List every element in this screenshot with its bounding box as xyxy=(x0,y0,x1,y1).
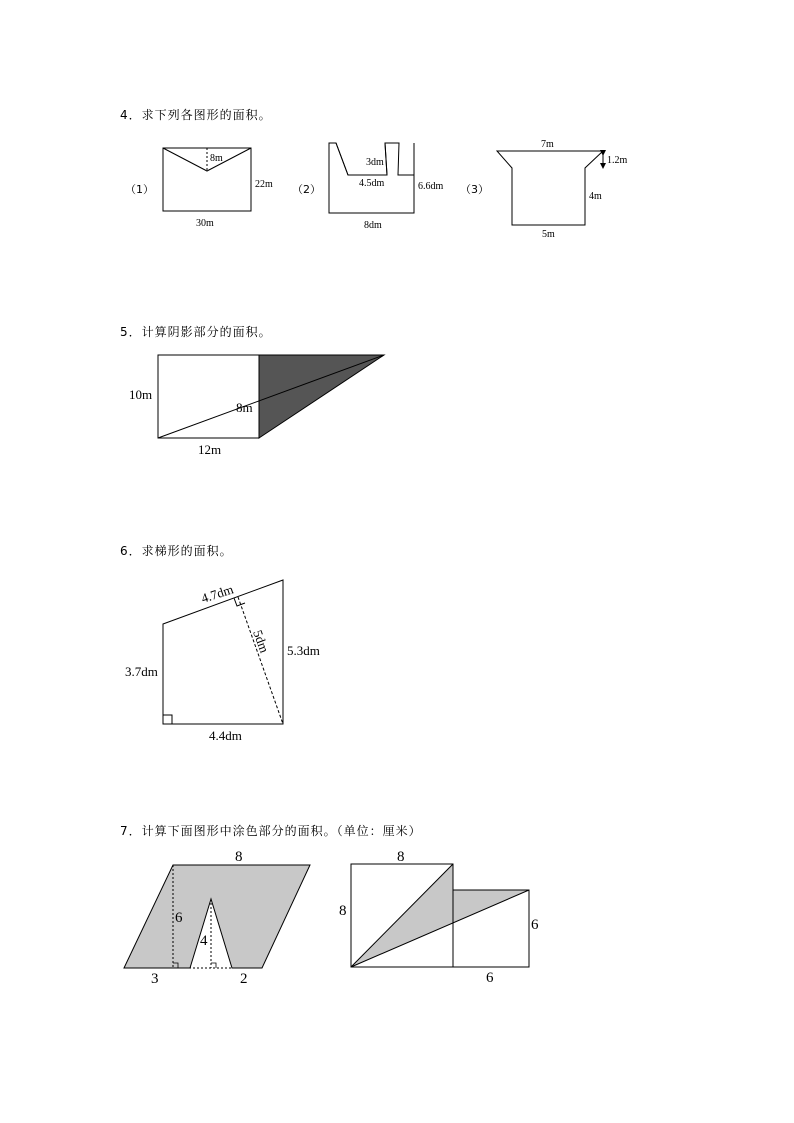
q5-mid-label: 8m xyxy=(236,400,253,415)
q4-fig2-notch-height-label: 3dm xyxy=(366,157,384,168)
q4-figure-1 xyxy=(125,148,273,229)
q4-fig3-arrow-label: 1.2m xyxy=(607,155,628,166)
q6-top-label: 4.7dm xyxy=(199,581,236,606)
q5-figure xyxy=(129,355,384,457)
q7a-h1-label: 6 xyxy=(175,910,183,926)
question-5-title: 5．计算阴影部分的面积。 xyxy=(120,325,272,339)
q6-figure xyxy=(125,580,320,743)
question-6-title: 6．求梯形的面积。 xyxy=(120,544,233,558)
q4-fig1-bottom-label: 30m xyxy=(196,218,214,229)
q7a-b2-label: 2 xyxy=(240,971,248,987)
q4-fig2-notch-width-label: 4.5dm xyxy=(359,178,385,189)
q7a-top-label: 8 xyxy=(235,849,243,865)
q4-fig3-right-label: 4m xyxy=(589,191,602,202)
q4-fig3-top-label: 7m xyxy=(541,139,554,150)
q4-figure-2 xyxy=(292,143,444,231)
question-7-title: 7．计算下面图形中涂色部分的面积。（单位：厘米） xyxy=(120,824,422,838)
question-4-title: 4．求下列各图形的面积。 xyxy=(120,108,272,122)
q4-fig2-right-label: 6.6dm xyxy=(418,181,444,192)
q6-bottom-label: 4.4dm xyxy=(209,728,242,743)
q4-fig1-top-label: 8m xyxy=(210,153,223,164)
q7-figure-b xyxy=(339,849,539,986)
q5-bottom-label: 12m xyxy=(198,442,222,457)
q5-left-label: 10m xyxy=(129,387,153,402)
q4-fig1-tag: （1） xyxy=(125,183,154,196)
q4-fig2-bottom-label: 8dm xyxy=(364,220,382,231)
q7b-top-label: 8 xyxy=(397,849,405,865)
q4-fig3-tag: （3） xyxy=(460,183,489,196)
q4-figure-3 xyxy=(460,139,628,240)
q7b-right-label: 6 xyxy=(531,917,539,933)
q7a-b1-label: 3 xyxy=(151,971,159,987)
q6-diag-label: 5dm xyxy=(250,627,273,655)
q7a-h2-label: 4 xyxy=(200,933,208,949)
q4-fig1-right-label: 22m xyxy=(255,179,273,190)
q4-fig2-tag: （2） xyxy=(292,183,321,196)
q7b-left-label: 8 xyxy=(339,903,347,919)
q6-right-label: 5.3dm xyxy=(287,643,320,658)
q7b-bottom-label: 6 xyxy=(486,970,494,986)
q7-figure-a xyxy=(124,849,310,987)
q6-left-label: 3.7dm xyxy=(125,664,158,679)
q4-fig3-bottom-label: 5m xyxy=(542,229,555,240)
